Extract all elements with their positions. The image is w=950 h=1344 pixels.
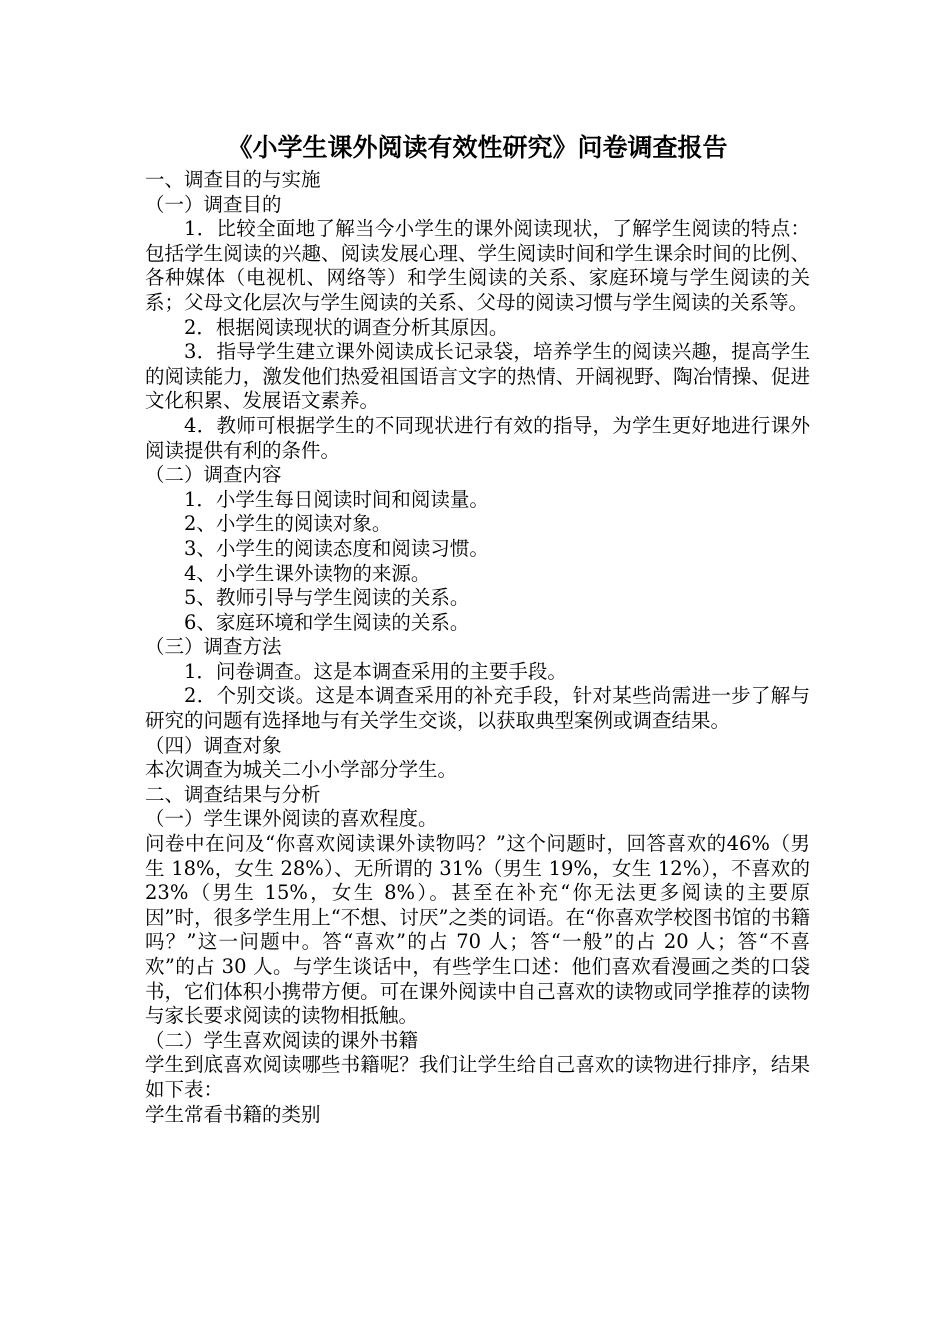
subsection-heading-target: （四）调查对象: [145, 733, 282, 757]
content-item-2: 2、小学生的阅读对象。: [184, 512, 392, 536]
content-item-4: 4、小学生课外读物的来源。: [184, 561, 431, 585]
subsection-heading-liking: （一）学生课外阅读的喜欢程度。: [145, 807, 438, 831]
section-heading-results: 二、调查结果与分析: [145, 782, 321, 806]
document-title: 《小学生课外阅读有效性研究》问卷调查报告: [227, 133, 728, 162]
section-heading-purpose: 一、调查目的与实施: [145, 168, 321, 191]
subsection-heading-books: （二）学生喜欢阅读的课外书籍: [145, 1028, 419, 1052]
purpose-item-1: 1．比较全面地了解当今小学生的课外阅读现状，了解学生阅读的特点：包括学生阅读的兴趣、阅读发展心理、学生阅读时间和学生课余时间的比例、各种媒体（电视机、网络等）和学生阅读的关系、家庭环境与学生阅读的关系；父母文化层次与学生阅读的关系、父母的阅读习惯与学生阅读的关系等。: [145, 217, 810, 314]
purpose-item-3: 3．指导学生建立课外阅读成长记录袋，培养学生的阅读兴趣，提高学生的阅读能力，激发他们热爱祖国语言文字的热情、开阔视野、陶冶情操、促进文化积累、发展语文素养。: [145, 340, 810, 413]
content-item-5: 5、教师引导与学生阅读的关系。: [184, 586, 470, 610]
purpose-item-2: 2．根据阅读现状的调查分析其原因。: [184, 315, 509, 339]
subsection-heading-purpose: （一）调查目的: [145, 192, 282, 216]
purpose-item-4: 4．教师可根据学生的不同现状进行有效的指导，为学生更好地进行课外阅读提供有利的条件。: [145, 413, 810, 462]
method-item-2: 2．个别交谈。这是本调查采用的补充手段，针对某些尚需进一步了解与研究的问题有选择地与有关学生交谈，以获取典型案例或调查结果。: [145, 684, 810, 733]
content-item-1: 1．小学生每日阅读时间和阅读量。: [184, 487, 489, 511]
method-item-1: 1．问卷调查。这是本调查采用的主要手段。: [184, 659, 567, 683]
content-item-3: 3、小学生的阅读态度和阅读习惯。: [184, 536, 489, 560]
table-caption: 学生常看书籍的类别: [145, 1102, 321, 1126]
target-text: 本次调查为城关二小小学部分学生。: [145, 758, 458, 782]
document-page: [145, 130, 810, 1127]
content-item-6: 6、家庭环境和学生阅读的关系。: [184, 610, 470, 634]
books-paragraph: 学生到底喜欢阅读哪些书籍呢？我们让学生给自己喜欢的读物进行排序，结果如下表：: [145, 1053, 810, 1101]
subsection-heading-method: （三）调查方法: [145, 635, 282, 659]
liking-paragraph: 问卷中在问及“你喜欢阅读课外读物吗？”这个问题时，回答喜欢的46%（男生 18%，女生 28%）、无所谓的 31%（男生 19%，女生 12%），不喜欢的 23%（男生 15%，女生 8%）。甚至在补充“你无法更多阅读的主要原因”时，很多学生用上“不想、讨厌”之类的词语。在“你喜欢学校图书馆的书籍吗？”这一问题中。答“喜欢”的占 70 人；答“一般”的占 20 人；答“不喜欢”的占 30 人。与学生谈话中，有些学生口述：他们喜欢看漫画之类的口袋书，它们体积小携带方便。可在课外阅读中自己喜欢的读物或同学推荐的读物与家长要求阅读的读物相抵触。: [145, 832, 810, 1028]
subsection-heading-content: （二）调查内容: [145, 463, 282, 487]
